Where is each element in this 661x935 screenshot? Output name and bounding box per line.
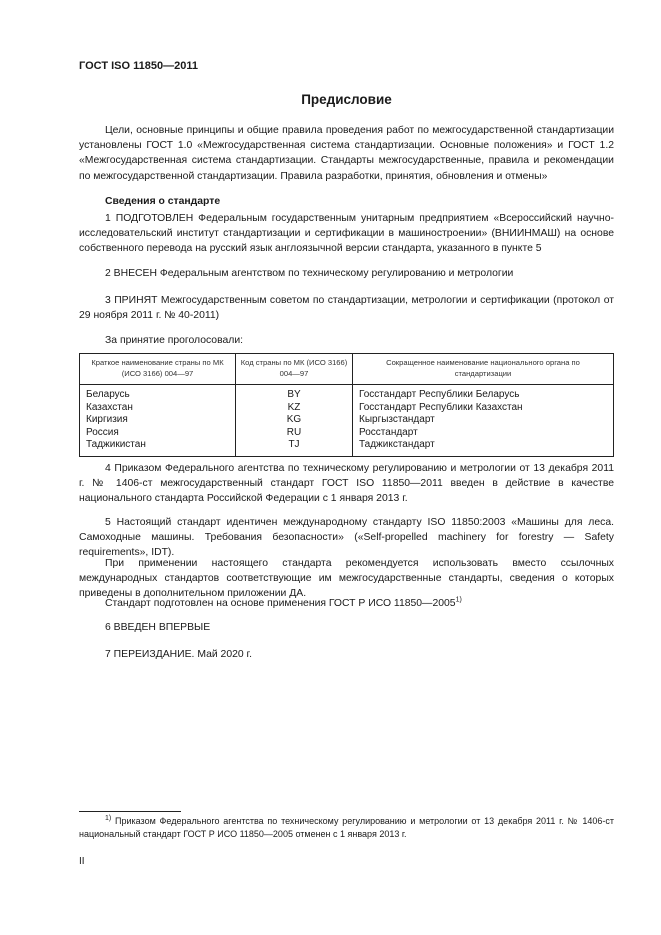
document-code-header: ГОСТ ISO 11850—2011 (79, 60, 198, 72)
footnote-divider (79, 811, 181, 812)
section-heading: Сведения о стандарте (105, 196, 221, 207)
table-cell-body: Таджикстандарт (353, 439, 614, 456)
table-row (80, 439, 614, 456)
table-row (80, 427, 614, 440)
table-header-code: Код страны по МК (ИСО 3166) 004—97 (236, 354, 353, 385)
page-number: II (79, 856, 85, 867)
table-cell-body: Росстандарт (353, 427, 614, 440)
table-cell-country: Россия (80, 427, 236, 440)
table-row (80, 402, 614, 415)
item-6-paragraph: 6 ВВЕДЕН ВПЕРВЫЕ (105, 622, 211, 633)
table-cell-code: RU (236, 427, 353, 440)
item-3-paragraph: 3 ПРИНЯТ Межгосударственным советом по стандартизации, метрологии и сертификации (протокол от 29 ноября 2011 г. № 40-2011) (79, 295, 614, 322)
item-5-basis-text: Стандарт подготовлен на основе применения ГОСТ Р ИСО 11850—2005 (105, 598, 456, 609)
table-cell-country: Казахстан (80, 402, 236, 415)
item-4-paragraph: 4 Приказом Федерального агентства по техническому регулированию и метрологии от 13 декабря 2011 г. № 1406-ст межгосударственный стандарт ГОСТ ISO 11850—2011 введен в действие в качестве национального стандарта Российской Федерации с 1 января 2013 г. (79, 463, 614, 505)
footnote-reference: 1) (455, 596, 462, 604)
item-5-paragraph: 5 Настоящий стандарт идентичен международному стандарту ISO 11850:2003 «Машины для леса. Самоходные машины. Требования безопасности» («Self-propelled machinery for forestry — Safety requirements», IDT). (79, 517, 614, 559)
vote-intro: За принятие проголосовали: (105, 335, 244, 346)
intro-paragraph: Цели, основные принципы и общие правила проведения работ по межгосударственной стандартизации установлены ГОСТ 1.0 «Межгосударственная система стандартизации. Основные положения» и ГОСТ 1.2 «Межгосударственная система стандартизации. Стандарты межгосударственные, правила и рекомендации по межгосударственной стандартизации. Правила разработки, принятия, обновления и отмены» (79, 125, 614, 182)
voting-states-table (79, 353, 614, 457)
table-cell-body: Госстандарт Республики Беларусь (353, 385, 614, 402)
table-cell-code: TJ (236, 439, 353, 456)
footnote (79, 815, 614, 841)
table-row (80, 414, 614, 427)
item-5-references-paragraph: При применении настоящего стандарта рекомендуется использовать вместо ссылочных международных стандартов соответствующие им межгосударственные стандарты, сведения о которых приведены в дополнительном приложении ДА. (79, 558, 614, 600)
footnote-text: Приказом Федерального агентства по техническому регулированию и метрологии от 13 декабря 2011 г. № 1406-ст национальный стандарт ГОСТ Р ИСО 11850—2005 отменен с 1 января 2013 г. (79, 816, 614, 839)
item-7-paragraph: 7 ПЕРЕИЗДАНИЕ. Май 2020 г. (105, 649, 252, 660)
table-header-body: Сокращенное наименование национального органа по стандартизации (353, 354, 614, 385)
table-header-country: Краткое наименование страны по МК (ИСО 3166) 004—97 (80, 354, 236, 385)
item-1-paragraph: 1 ПОДГОТОВЛЕН Федеральным государственным унитарным предприятием «Всероссийский научно-исследовательский институт стандартизации и сертификации в машиностроении» (ВНИИНМАШ) на основе собственного перевода на русский язык англоязычной версии стандарта, указанного в пункте 5 (79, 213, 614, 255)
table-cell-country: Таджикистан (80, 439, 236, 456)
table-cell-code: KZ (236, 402, 353, 415)
table-cell-body: Госстандарт Республики Казахстан (353, 402, 614, 415)
table-cell-code: KG (236, 414, 353, 427)
table-row (80, 385, 614, 402)
page-title: Предисловие (301, 92, 392, 107)
table-cell-country: Киргизия (80, 414, 236, 427)
item-2-paragraph: 2 ВНЕСЕН Федеральным агентством по техническому регулированию и метрологии (105, 268, 514, 279)
table-cell-body: Кыргызстандарт (353, 414, 614, 427)
table-cell-country: Беларусь (80, 385, 236, 402)
table-cell-code: BY (236, 385, 353, 402)
item-5-basis-paragraph (79, 596, 614, 611)
table-header-row (80, 354, 614, 385)
footnote-marker: 1) (105, 815, 112, 822)
